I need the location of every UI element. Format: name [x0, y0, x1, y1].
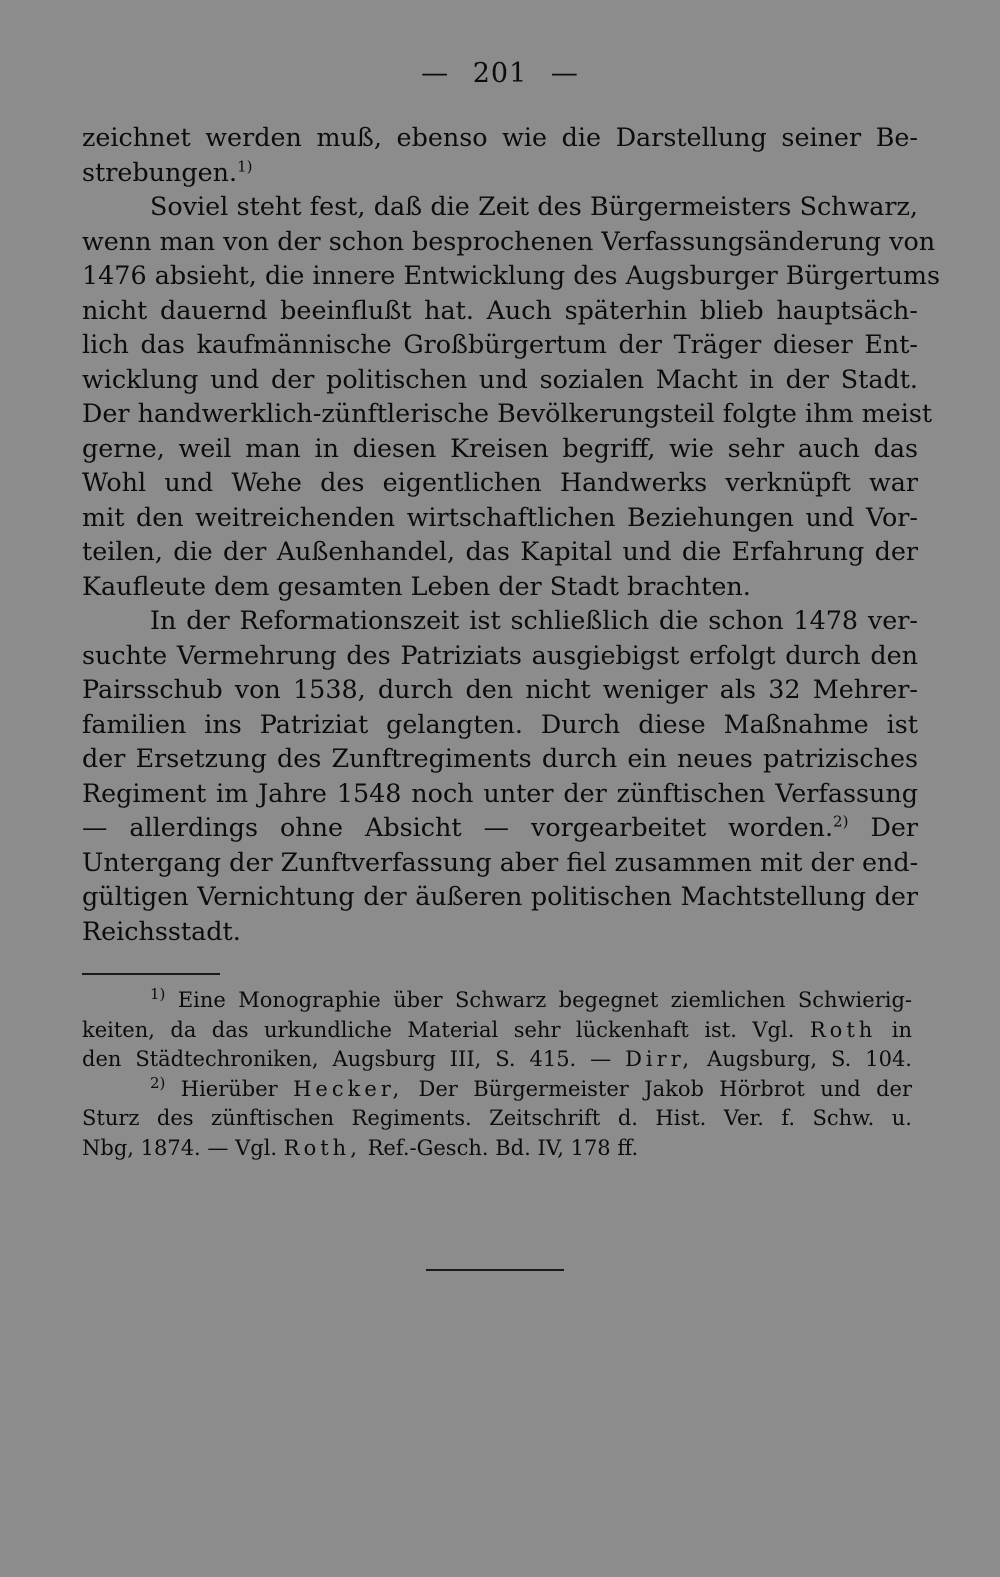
footnote-2-line-2: Sturz des zünftischen Regiments. Zeitschrift d. Hist. Ver. f. Schw. u.	[82, 1106, 912, 1130]
text-line-content: lich das kaufmännische Großbürgertum der Träger dieser Ent-	[82, 329, 918, 359]
text-line	[82, 879, 918, 914]
text-line-content: In der Reformationszeit ist schließlich die schon 1478 ver-	[150, 605, 918, 635]
footnotes	[82, 986, 912, 1163]
text-line	[82, 155, 918, 190]
text-line-content: nicht dauernd beeinflußt hat. Auch späterhin blieb hauptsäch-	[82, 294, 918, 325]
text-line-content: Pairsschub von 1538, durch den nicht weniger als 32 Mehrer-	[82, 674, 918, 704]
text-line-content: Untergang der Zunftverfassung aber fiel zusammen mit der end-	[82, 846, 919, 877]
text-line-content: wicklung und der politischen und sozialen Macht in der Stadt.	[82, 363, 918, 394]
text-line	[82, 431, 918, 466]
text-line	[82, 672, 918, 707]
text-line-content: 1476 absieht, die innere Entwicklung des Augsburger Bürgertums	[82, 260, 941, 290]
text-line	[82, 362, 918, 397]
footnote-separator	[82, 973, 220, 975]
end-separator	[426, 1269, 564, 1271]
text-line	[82, 638, 918, 673]
text-line-content: Regiment im Jahre 1548 noch unter der zünftischen Verfassung	[82, 777, 918, 808]
page-number-dash-left: —	[421, 58, 450, 89]
text-line-content: suchte Vermehrung des Patriziats ausgiebigst erfolgt durch den	[82, 639, 918, 670]
footnote-2-line-3: Nbg, 1874. — Vgl. Roth, Ref.-Gesch. Bd. IV, 178 ff.	[82, 1135, 639, 1160]
text-line-content: strebungen.	[82, 156, 238, 187]
text-line	[82, 189, 918, 224]
text-line-content: gerne, weil man in diesen Kreisen begriff, wie sehr auch das	[82, 432, 918, 463]
text-line-continuation: Der	[848, 812, 919, 842]
page-number	[0, 58, 1000, 89]
text-line	[82, 465, 918, 500]
footnote-2-line-1: $^{2)}$ Hierüber Hecker, Der Bürgermeister Jakob Hörbrot und der	[150, 1073, 912, 1101]
text-line	[82, 500, 918, 535]
page-number-value: 201	[472, 58, 528, 89]
footnote-1-marker: 1)	[150, 985, 166, 1003]
text-line	[82, 569, 918, 604]
text-line	[82, 396, 933, 431]
text-line	[82, 120, 918, 155]
text-line-content: mit den weitreichenden wirtschaftlichen Beziehungen und Vor-	[82, 501, 918, 532]
author-name: Hecker,	[293, 1076, 404, 1101]
text-line-content: familien ins Patriziat gelangten. Durch diese Maßnahme ist	[82, 708, 918, 739]
text-line-content: Soviel steht fest, daß die Zeit des Bürgermeisters Schwarz,	[150, 191, 918, 221]
text-line	[82, 776, 918, 811]
page-number-dash-right: —	[550, 58, 579, 89]
text-line	[82, 741, 918, 776]
text-line-content: Der handwerklich-zünftlerische Bevölkerungsteil folgte ihm meist	[82, 398, 933, 428]
text-line-content: zeichnet werden muß, ebenso wie die Darstellung seiner Be-	[82, 122, 918, 152]
text-line	[82, 707, 918, 742]
text-line-content: gültigen Vernichtung der äußeren politischen Machtstellung der	[82, 881, 918, 911]
text-line-content: teilen, die der Außenhandel, das Kapital und die Erfahrung der	[82, 536, 918, 566]
author-name: Roth	[809, 1017, 877, 1042]
text-line-content: wenn man von der schon besprochenen Verfassungsänderung von	[82, 225, 936, 256]
author-name: Dirr,	[625, 1047, 694, 1071]
text-line	[82, 258, 941, 293]
footnote-1-line-2: keiten, da das urkundliche Material sehr lückenhaft ist. Vgl. Roth in	[82, 1017, 912, 1042]
footnote-2-marker: 2)	[150, 1073, 166, 1092]
text-line	[82, 914, 918, 949]
text-line	[82, 293, 918, 328]
text-line	[82, 224, 936, 259]
text-line	[82, 810, 918, 845]
footnote-1-line-1: $^{1)}$ Eine Monographie über Schwarz begegnet ziemlichen Schwierig-	[150, 985, 912, 1012]
text-line-content: der Ersetzung des Zunftregiments durch ein neues patrizisches	[82, 743, 918, 773]
text-line-content: — allerdings ohne Absicht — vorgearbeitet worden.	[82, 812, 834, 842]
text-line	[82, 603, 918, 638]
text-line	[82, 534, 918, 569]
text-line-content: Reichsstadt.	[82, 915, 241, 946]
author-name: Roth,	[283, 1135, 361, 1160]
text-line-content: Wohl und Wehe des eigentlichen Handwerks verknüpft war	[82, 467, 918, 497]
text-line	[82, 845, 918, 880]
main-text	[82, 120, 941, 948]
text-line-content: Kaufleute dem gesamten Leben der Stadt brachten.	[82, 570, 751, 601]
footnote-reference: 1)	[237, 157, 253, 176]
text-line	[82, 327, 918, 362]
footnote-1-line-3: den Städtechroniken, Augsburg III, S. 415. — Dirr, Augsburg, S. 104.	[82, 1047, 912, 1071]
footnote-reference: 2)	[833, 812, 849, 831]
